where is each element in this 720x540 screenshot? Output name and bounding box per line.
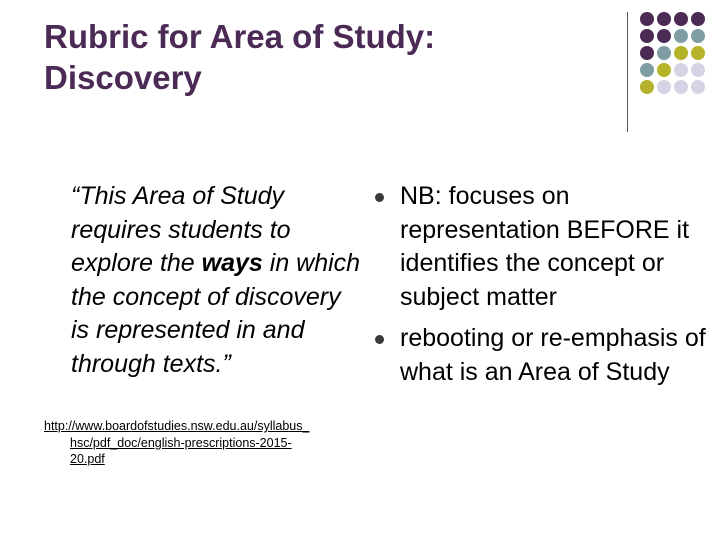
decorative-dot — [657, 46, 671, 60]
slide-title-line-1: Rubric for Area of Study: — [44, 18, 436, 55]
slide-title-line-2: Discovery — [44, 59, 202, 96]
bullet-item — [370, 180, 710, 314]
quote-emphasis: ways — [201, 249, 263, 277]
source-link[interactable] — [44, 418, 364, 468]
notes-bullet-list — [370, 180, 710, 397]
decorative-dot — [691, 46, 705, 60]
bullet-dot-icon — [375, 193, 384, 202]
decorative-dot — [657, 12, 671, 26]
decorative-dot — [674, 46, 688, 60]
decorative-dot — [674, 12, 688, 26]
bullet-item — [370, 322, 710, 389]
slide-title — [44, 16, 604, 98]
source-link-line-2[interactable]: hsc/pdf_doc/english-prescriptions-2015- — [70, 435, 292, 450]
source-link-line-3[interactable]: 20.pdf — [70, 452, 105, 466]
decorative-dot — [657, 63, 671, 77]
bullet-dot-icon — [375, 335, 384, 344]
bullet-text: NB: focuses on representation BEFORE it identifies the concept or subject matter — [400, 182, 690, 311]
decorative-dot — [674, 80, 688, 94]
decorative-dot — [640, 29, 654, 43]
quote-text-after: in which the concept of discovery is represented in and through texts.” — [71, 249, 361, 378]
decorative-dot — [674, 29, 688, 43]
decorative-dot — [640, 46, 654, 60]
decorative-dot — [657, 29, 671, 43]
bullet-text: rebooting or re-emphasis of what is an Area of Study — [400, 324, 706, 386]
decorative-dot — [691, 29, 705, 43]
source-link-line-1[interactable]: http://www.boardofstudies.nsw.edu.au/syllabus_ — [44, 419, 310, 433]
syllabus-quote — [71, 180, 361, 381]
decorative-divider — [627, 12, 628, 132]
decorative-dot — [691, 63, 705, 77]
decorative-dot — [640, 12, 654, 26]
quote-text-before: “This Area of Study requires students to explore the — [71, 182, 291, 277]
decorative-dot — [691, 80, 705, 94]
decorative-dot — [691, 12, 705, 26]
decorative-dot — [674, 63, 688, 77]
decorative-dot — [640, 63, 654, 77]
decorative-dot-grid — [640, 12, 720, 132]
decorative-dot — [640, 80, 654, 94]
decorative-dot — [657, 80, 671, 94]
